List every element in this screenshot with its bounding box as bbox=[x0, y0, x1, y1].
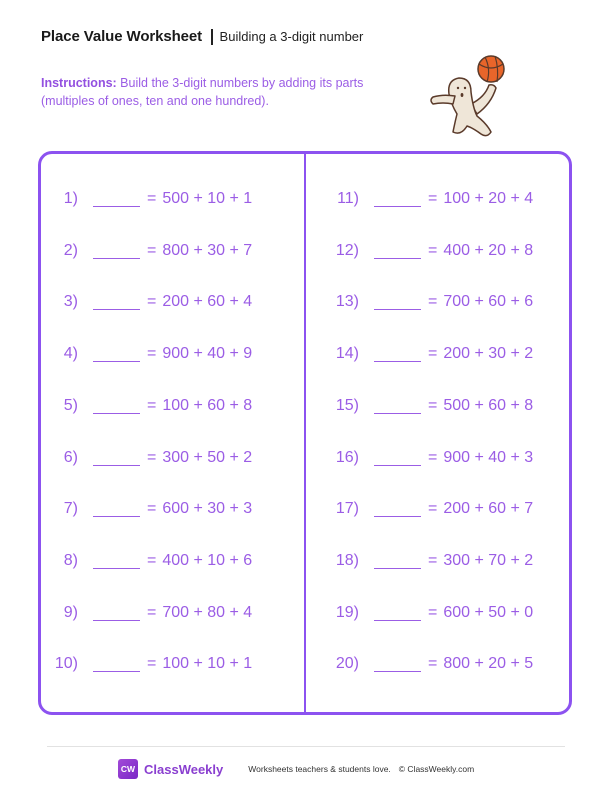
problem-row bbox=[331, 240, 533, 262]
problem-number: 17) bbox=[335, 500, 359, 518]
addition-expression: 400 + 10 + 6 bbox=[162, 551, 253, 569]
equals-sign: = bbox=[428, 241, 438, 259]
equals-sign: = bbox=[428, 551, 438, 569]
instructions-text: Build the 3-digit numbers by adding its parts (multiples of ones, ten and one hundred). bbox=[41, 76, 364, 108]
equals-sign: = bbox=[147, 396, 157, 414]
problem-number: 15) bbox=[335, 396, 359, 414]
answer-blank[interactable] bbox=[374, 464, 421, 466]
addition-expression: 500 + 60 + 8 bbox=[443, 396, 534, 414]
problem-number: 11) bbox=[337, 190, 359, 207]
problem-row bbox=[331, 343, 533, 365]
problem-row bbox=[331, 550, 533, 572]
problem-row bbox=[52, 447, 252, 469]
problem-number: 12) bbox=[335, 241, 359, 259]
answer-blank[interactable] bbox=[374, 619, 421, 621]
addition-expression: 300 + 70 + 2 bbox=[443, 551, 534, 569]
problem-row bbox=[52, 395, 252, 417]
instructions bbox=[41, 74, 391, 110]
equals-sign: = bbox=[147, 655, 157, 673]
equals-sign: = bbox=[147, 448, 157, 466]
problem-row bbox=[331, 653, 533, 675]
answer-blank[interactable] bbox=[93, 308, 140, 310]
equals-sign: = bbox=[428, 603, 438, 621]
equals-sign: = bbox=[147, 190, 157, 207]
addition-expression: 500 + 10 + 1 bbox=[162, 190, 253, 207]
instructions-label: Instructions: bbox=[41, 76, 117, 90]
answer-blank[interactable] bbox=[93, 670, 140, 672]
problem-number: 8) bbox=[63, 551, 78, 569]
problem-number: 16) bbox=[335, 448, 359, 466]
answer-blank[interactable] bbox=[93, 360, 140, 362]
answer-blank[interactable] bbox=[93, 567, 140, 569]
brand-name: ClassWeekly bbox=[144, 761, 224, 777]
answer-blank[interactable] bbox=[93, 464, 140, 466]
basketball-player-mascot-icon bbox=[425, 52, 517, 140]
problem-row bbox=[331, 498, 533, 520]
page-subtitle: Building a 3-digit number bbox=[219, 29, 364, 44]
addition-expression: 600 + 30 + 3 bbox=[162, 500, 253, 518]
addition-expression: 800 + 20 + 5 bbox=[443, 655, 534, 673]
page-title: Place Value Worksheet bbox=[41, 28, 203, 45]
answer-blank[interactable] bbox=[93, 619, 140, 621]
answer-blank[interactable] bbox=[93, 205, 140, 207]
problem-number: 20) bbox=[335, 655, 359, 673]
problem-number: 4) bbox=[63, 345, 78, 363]
answer-blank[interactable] bbox=[93, 257, 140, 259]
addition-expression: 200 + 30 + 2 bbox=[443, 345, 534, 363]
problem-number: 6) bbox=[63, 448, 78, 466]
addition-expression: 900 + 40 + 3 bbox=[443, 448, 534, 466]
answer-blank[interactable] bbox=[374, 670, 421, 672]
equals-sign: = bbox=[147, 293, 157, 311]
problem-row bbox=[52, 653, 252, 675]
equals-sign: = bbox=[147, 500, 157, 518]
answer-blank[interactable] bbox=[93, 412, 140, 414]
footer bbox=[118, 759, 474, 779]
equals-sign: = bbox=[428, 190, 438, 207]
problem-row bbox=[331, 291, 533, 313]
problem-number: 10) bbox=[54, 655, 78, 673]
problem-number: 2) bbox=[63, 241, 78, 259]
equals-sign: = bbox=[428, 293, 438, 311]
problem-row bbox=[331, 188, 533, 210]
answer-blank[interactable] bbox=[374, 360, 421, 362]
addition-expression: 200 + 60 + 4 bbox=[162, 293, 253, 311]
problem-row bbox=[52, 602, 252, 624]
problem-number: 7) bbox=[63, 500, 78, 518]
addition-expression: 700 + 80 + 4 bbox=[162, 603, 253, 621]
addition-expression: 300 + 50 + 2 bbox=[162, 448, 253, 466]
problem-row bbox=[52, 240, 252, 262]
addition-expression: 200 + 60 + 7 bbox=[443, 500, 534, 518]
addition-expression: 700 + 60 + 6 bbox=[443, 293, 534, 311]
problem-row bbox=[52, 498, 252, 520]
problem-number: 19) bbox=[335, 603, 359, 621]
equals-sign: = bbox=[428, 396, 438, 414]
problem-row bbox=[331, 602, 533, 624]
equals-sign: = bbox=[428, 345, 438, 363]
answer-blank[interactable] bbox=[93, 515, 140, 517]
equals-sign: = bbox=[428, 655, 438, 673]
problem-row bbox=[52, 291, 252, 313]
footer-tagline: Worksheets teachers & students love. bbox=[248, 764, 391, 774]
addition-expression: 100 + 20 + 4 bbox=[443, 190, 534, 207]
problem-row bbox=[52, 550, 252, 572]
answer-blank[interactable] bbox=[374, 257, 421, 259]
problem-number: 18) bbox=[335, 551, 359, 569]
equals-sign: = bbox=[428, 448, 438, 466]
title-separator bbox=[211, 29, 213, 45]
problem-number: 14) bbox=[335, 345, 359, 363]
answer-blank[interactable] bbox=[374, 205, 421, 207]
equals-sign: = bbox=[147, 603, 157, 621]
worksheet-header bbox=[41, 28, 363, 45]
equals-sign: = bbox=[147, 551, 157, 569]
addition-expression: 400 + 20 + 8 bbox=[443, 241, 534, 259]
problem-row bbox=[52, 188, 252, 210]
column-divider bbox=[304, 151, 306, 715]
problem-row bbox=[331, 447, 533, 469]
answer-blank[interactable] bbox=[374, 308, 421, 310]
addition-expression: 900 + 40 + 9 bbox=[162, 345, 253, 363]
addition-expression: 600 + 50 + 0 bbox=[443, 603, 534, 621]
problem-row bbox=[52, 343, 252, 365]
classweekly-logo-icon: CW bbox=[118, 759, 138, 779]
problem-number: 5) bbox=[63, 396, 78, 414]
equals-sign: = bbox=[428, 500, 438, 518]
addition-expression: 100 + 60 + 8 bbox=[162, 396, 253, 414]
answer-blank[interactable] bbox=[374, 567, 421, 569]
equals-sign: = bbox=[147, 345, 157, 363]
footer-copyright: © ClassWeekly.com bbox=[398, 764, 475, 774]
problem-number: 9) bbox=[63, 603, 78, 621]
problem-number: 1) bbox=[63, 190, 78, 207]
answer-blank[interactable] bbox=[374, 515, 421, 517]
problem-number: 13) bbox=[335, 293, 359, 311]
problem-number: 3) bbox=[63, 293, 78, 311]
problem-row bbox=[331, 395, 533, 417]
addition-expression: 100 + 10 + 1 bbox=[162, 655, 253, 673]
equals-sign: = bbox=[147, 241, 157, 259]
answer-blank[interactable] bbox=[374, 412, 421, 414]
addition-expression: 800 + 30 + 7 bbox=[162, 241, 253, 259]
footer-divider bbox=[47, 746, 565, 747]
